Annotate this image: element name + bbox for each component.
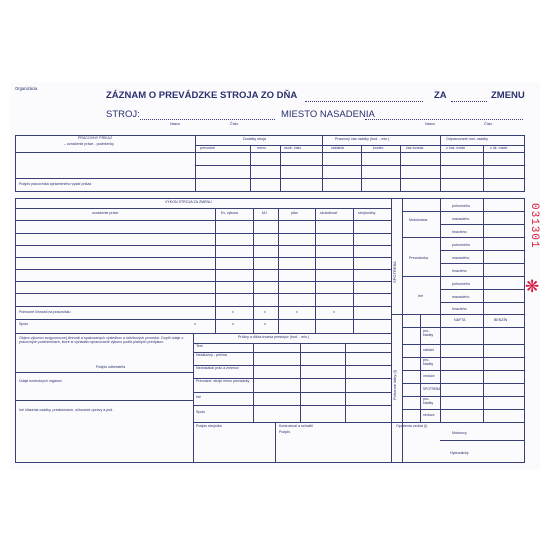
- prestoj-row: Iné: [196, 395, 201, 399]
- x-mark: x: [264, 322, 266, 326]
- spolu-label: Spolu: [19, 322, 29, 326]
- dodatky-title: Dodatky stroja: [243, 137, 266, 141]
- spotreba-row: pohonného: [452, 243, 470, 247]
- spotreba-row: pohonného: [452, 204, 470, 208]
- vykon-col-0: označenie práce: [92, 211, 119, 215]
- za-label: ZA: [434, 90, 447, 101]
- prestoj-row: Test: [196, 344, 203, 348]
- odpracovane-col-1: v úk. mzde: [490, 146, 508, 150]
- prestoj-row: Prenosné, stroje mimo prevádzky: [196, 379, 250, 383]
- podpis-label: Podpis pracovníka oprávneného vydať príkaz: [19, 182, 92, 186]
- dodatky-col-0: prevodné: [200, 146, 215, 150]
- dodatky-col-2: osob. číslo: [284, 146, 302, 150]
- spotreba-row: hnacieho: [452, 269, 467, 273]
- nazov-caption-2: Názov: [425, 122, 436, 126]
- spotreba-row: mazacieho: [452, 256, 470, 260]
- prikaz-title: PRACOVNÝ PRÍKAZ: [78, 136, 113, 140]
- miesto-field[interactable]: [365, 119, 523, 120]
- form-title: ZÁZNAM O PREVÁDZKE STROJA ZO DŇA: [106, 90, 298, 101]
- stroj-field[interactable]: [140, 119, 275, 120]
- cas-title: Pracovný čas osádky (hod. - min.): [335, 137, 390, 141]
- podpis-label-bottom: Podpis: [279, 430, 290, 434]
- ine-hlasenia: Iné hlásenia osádky, preskúmanie, účtovanie opravy a pod.: [19, 408, 114, 412]
- cas-col-2: čas trvania: [406, 146, 424, 150]
- spotreba-row: mazacieho: [452, 217, 470, 221]
- miesto-label: MIESTO NASADENIA: [281, 109, 375, 120]
- pohonne-row: vedúce: [423, 374, 435, 378]
- spotreba-row: mazacieho: [452, 295, 470, 299]
- ostatne-label: Opatrenia vedúci (l): [396, 424, 428, 428]
- pohonne-row: vedúce: [423, 413, 435, 417]
- stroj-label: STROJ:: [106, 109, 140, 120]
- date-field[interactable]: [305, 101, 423, 102]
- pohonne-row: pro- kladky: [423, 329, 434, 337]
- group-prevodovka: Prevodovka: [409, 256, 428, 260]
- cislo-caption-1: Číslo: [230, 122, 239, 126]
- cislo-caption-2: Číslo: [484, 122, 493, 126]
- organizacia-label: Organizácia: [15, 86, 38, 91]
- nazov-caption-1: Názov: [170, 122, 181, 126]
- motorovy-label: Motorový: [452, 431, 467, 435]
- shift-field[interactable]: [451, 101, 487, 102]
- podpis-strojnika: Podpis strojníka: [196, 424, 222, 428]
- group-ine: Iné: [418, 294, 423, 298]
- hydraulicky-label: Hydraulický: [450, 451, 469, 455]
- x-mark: x: [232, 310, 234, 314]
- kontrolne-organy: Údaje kontrolných orgánov: [19, 379, 62, 383]
- dodatky-col-1: meno: [257, 146, 266, 150]
- pomocne-label: Pomocné činnosti na pracovisku: [19, 310, 71, 314]
- prestoj-row: Nedostatok prác a zmenov: [196, 366, 239, 370]
- spotreba-row: pohonného: [452, 282, 470, 286]
- pohonne-row: náklad: [423, 348, 434, 352]
- podpis-odberatela: Podpis odberateľa: [96, 365, 126, 369]
- odpracovane-col-0: v čas. mzde: [446, 146, 466, 150]
- prikaz-subtitle: – označenie práce - podmienky: [64, 142, 114, 146]
- odpracovane-title: Odpracované hod. osádky: [446, 137, 488, 141]
- prestoj-row: Nezáložný - príčina: [196, 353, 227, 357]
- zmenu-label: ZMENU: [491, 90, 525, 101]
- pohonne-side-label: Pohonné látky (l): [392, 369, 397, 400]
- nafta-col: NAFTA: [454, 318, 466, 322]
- spotreba-row: hnacieho: [452, 307, 467, 311]
- benzin-col: BENZÍN: [494, 318, 508, 322]
- x-mark: x: [232, 322, 234, 326]
- prestoj-row: Spolu: [196, 410, 206, 414]
- x-mark: x: [333, 310, 335, 314]
- pohonne-row: pro- kladky: [423, 358, 434, 366]
- asterisk-icon: ❋: [525, 277, 540, 296]
- vykon-col-5: strojhodiny: [358, 211, 376, 215]
- group-motorizacia: Motorizácia: [409, 218, 428, 222]
- pohonne-row: pro- kladky: [423, 397, 434, 405]
- x-mark: x: [194, 322, 196, 326]
- spotreba-side-label: SPOTREBA: [392, 261, 397, 283]
- vykon-col-3: plán: [291, 211, 298, 215]
- spotreba-row: hnacieho: [452, 230, 467, 234]
- pohonne-row: SPOTREBA: [423, 387, 441, 391]
- x-mark: x: [264, 310, 266, 314]
- vykon-title: VÝKON STROJA ZA ZMENU: [165, 200, 212, 204]
- cas-col-1: koniec: [373, 146, 384, 150]
- vykon-col-4: skutočnosť: [320, 211, 338, 215]
- cas-col-0: začiatok: [331, 146, 345, 150]
- kontroloval-label: Kontroloval a schválil: [279, 424, 313, 428]
- vykon-col-2: MJ: [262, 211, 267, 215]
- vykon-col-1: Ev. výkonu: [221, 211, 239, 215]
- x-mark: x: [296, 310, 298, 314]
- prestoje-title: Príčiny a dĺžka trvania prestojov (hod. - min.): [238, 335, 310, 339]
- objem-vykonov-text: Objem výkonov svojpomocnej činnosti a opakovaných výsledkov a údržbových procedúr. Doplň údaje o pracovných podmienkach, ktoré si vyžiadalo spracovanie výkonu podľa platných predpisov.: [19, 336, 184, 345]
- serial-number: 031301: [528, 203, 540, 249]
